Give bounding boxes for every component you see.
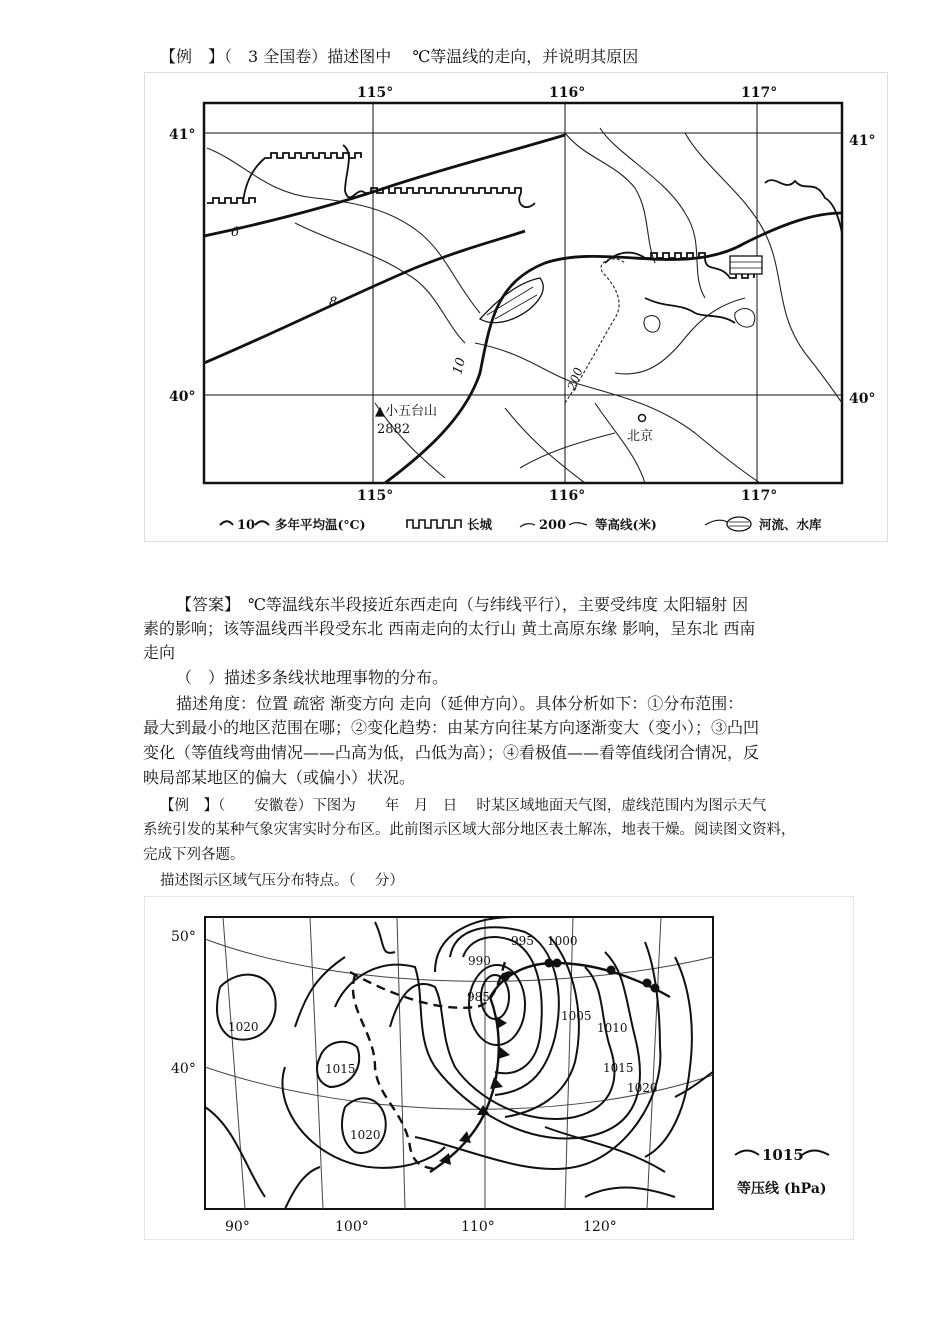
lat-label-50: 50° [171, 929, 196, 945]
example2-line-3: 完成下列各题。 [143, 847, 245, 863]
lon-label-120: 120° [583, 1219, 617, 1235]
section-para-3: 变化（等值线弯曲情况——凸高为低，凸低为高）；④看极值——看等值线闭合情况，反 [143, 743, 760, 762]
lon-top-117: 117° [741, 85, 778, 101]
legend-contour-num: 200 [539, 518, 567, 533]
example2-question: 描述图示区域气压分布特点。（ 分） [160, 873, 404, 889]
lat-left-41: 41° [169, 127, 196, 143]
legend-wall-icon [407, 520, 461, 528]
answer-line-3: 走向 [143, 643, 176, 662]
weather-graticule [205, 917, 713, 1209]
lon-top-115: 115° [357, 85, 394, 101]
answer-line-2: 素的影响；该等温线西半段受东北 西南走向的太行山 黄土高原东缘 影响，呈东北 西南 [143, 619, 756, 638]
weather-map-svg [145, 897, 853, 1239]
isobar-label-1000: 1000 [547, 934, 578, 948]
legend-reservoir-icon [727, 517, 751, 531]
isobar-label-1005: 1005 [561, 1009, 592, 1023]
isobar-label-985: 985 [467, 990, 490, 1004]
example1-heading: 【例 】（ 3 全国卷）描述图中 ℃等温线的走向，并说明其原因 [160, 47, 639, 66]
legend-contour-text: 等高线(米) [595, 517, 657, 532]
reservoirs [480, 256, 762, 332]
contour-label-200: 200 [564, 365, 586, 393]
example2-line-1: 【例 】（ 安徽卷）下图为 年 月 日 时某区域地面天气图，虚线范围内为图示天气 [160, 798, 767, 814]
isobar-label-1015-east: 1015 [603, 1061, 634, 1075]
lat-right-41: 41° [849, 133, 876, 149]
section-para-4: 映局部某地区的偏大（或偏小）状况。 [143, 768, 416, 787]
legend-wall-text: 长城 [467, 517, 493, 532]
isotherm-label-6: 6 [231, 225, 240, 240]
map2-legend [735, 1146, 829, 1197]
section-para-1: 描述角度：位置 疏密 渐变方向 走向（延伸方向）。具体分析如下：①分布范围： [176, 694, 744, 713]
isobar-label-1020-west: 1020 [228, 1020, 259, 1034]
isotherm-map [144, 72, 888, 542]
weather-map [144, 896, 854, 1240]
isotherm-map-svg [145, 73, 887, 541]
lon-label-110: 110° [461, 1219, 495, 1235]
lon-top-116: 116° [549, 85, 586, 101]
lat-left-40: 40° [169, 389, 196, 405]
beijing-city-marker [639, 415, 646, 422]
legend-river-text: 河流、水库 [759, 517, 822, 532]
peak-height: 2882 [377, 422, 411, 437]
section-para-2: 最大到最小的地区范围在哪；②变化趋势：由某方向往某方向逐渐变大（变小）；③凸凹 [143, 718, 760, 737]
legend-isotherm-num: 10 [237, 518, 256, 533]
lat-right-40: 40° [849, 391, 876, 407]
answer-line-1: 【答案】 ℃等温线东半段接近东西走向（与纬线平行），主要受纬度 太阳辐射 因 [176, 595, 749, 614]
legend-isobar-value: 1015 [762, 1146, 804, 1164]
lon-bottom-117: 117° [741, 488, 778, 504]
isobar-label-990: 990 [468, 954, 491, 968]
legend-isobar-text: 等压线 (hPa) [737, 1181, 827, 1197]
fronts [430, 959, 670, 1173]
lon-bottom-116: 116° [549, 488, 586, 504]
isobar-label-1020-east: 1020 [627, 1081, 658, 1095]
isobar-label-1015-west: 1015 [325, 1062, 356, 1076]
isobar-label-1020-south: 1020 [350, 1128, 381, 1142]
isotherm-label-8: 8 [329, 295, 338, 310]
peak-name: ▲小五台山 [375, 404, 437, 419]
lon-label-100: 100° [335, 1219, 369, 1235]
map1-legend [220, 517, 822, 533]
isobar-label-1010: 1010 [597, 1021, 628, 1035]
lat-label-40: 40° [171, 1061, 196, 1077]
example2-line-2: 系统引发的某种气象灾害实时分布区。此前图示区域大部分地区表土解冻，地表干燥。阅读图文资料， [143, 822, 796, 838]
isotherm-label-10: 10 [450, 356, 470, 377]
beijing-city-label: 北京 [627, 429, 654, 444]
isobar-label-995: 995 [511, 934, 534, 948]
lon-bottom-115: 115° [357, 488, 394, 504]
lon-label-90: 90° [225, 1219, 250, 1235]
section-title: （ ）描述多条线状地理事物的分布。 [176, 668, 449, 687]
legend-isotherm-text: 多年平均温(°C) [275, 517, 366, 532]
